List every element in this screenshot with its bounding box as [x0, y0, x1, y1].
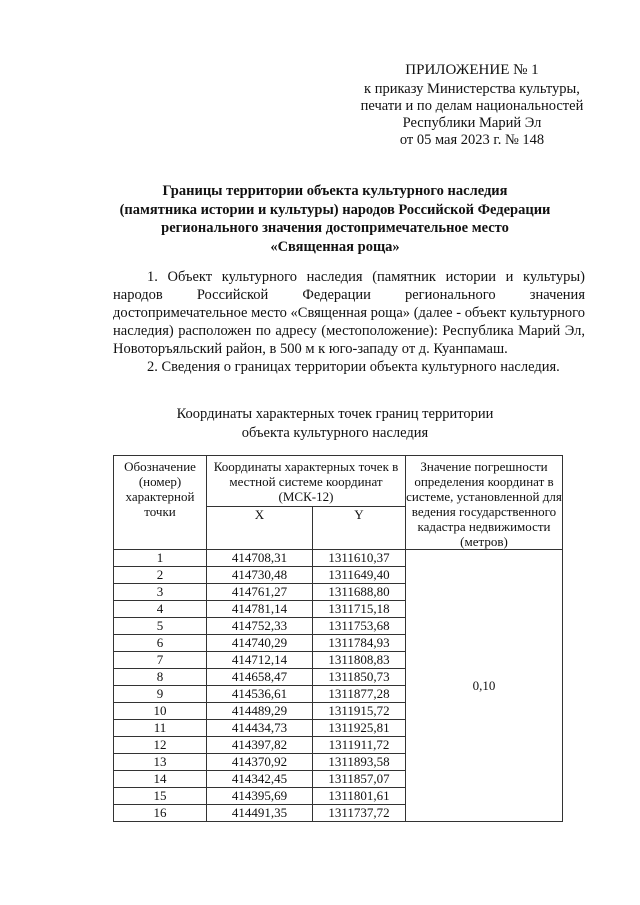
paragraph: 2. Сведения о границах территории объекта культурного наследия. [147, 359, 560, 375]
cell-point: 3 [114, 584, 207, 601]
caption-line: Координаты характерных точек границ территории [176, 406, 494, 422]
cell-y: 1311688,80 [313, 584, 406, 601]
cell-x: 414712,14 [207, 652, 313, 669]
appendix-line: к приказу Министерства культуры, [364, 81, 580, 97]
cell-x: 414761,27 [207, 584, 313, 601]
cell-y: 1311893,58 [313, 754, 406, 771]
cell-point: 8 [114, 669, 207, 686]
cell-y: 1311784,93 [313, 635, 406, 652]
cell-x: 414740,29 [207, 635, 313, 652]
title-line: Границы территории объекта культурного наследия [162, 183, 508, 199]
cell-point: 15 [114, 788, 207, 805]
cell-x: 414370,92 [207, 754, 313, 771]
cell-x: 414489,29 [207, 703, 313, 720]
title-line: (памятника истории и культуры) народов Российской Федерации [119, 201, 551, 218]
header-x: X [207, 506, 313, 549]
appendix-heading: ПРИЛОЖЕНИЕ № 1 [405, 62, 539, 78]
cell-x: 414395,69 [207, 788, 313, 805]
cell-point: 10 [114, 703, 207, 720]
cell-x: 414434,73 [207, 720, 313, 737]
header-coords: Координаты характерных точек в местной системе координат (МСК-12) [207, 456, 406, 507]
cell-point: 11 [114, 720, 207, 737]
document-title [100, 182, 570, 256]
header-point: Обозначение (номер) характерной точки [114, 456, 207, 550]
appendix-line: от 05 мая 2023 г. № 148 [399, 132, 545, 148]
table-row [114, 550, 563, 567]
cell-y: 1311801,61 [313, 788, 406, 805]
cell-y: 1311753,68 [313, 618, 406, 635]
cell-point: 14 [114, 771, 207, 788]
cell-point: 12 [114, 737, 207, 754]
cell-x: 414752,33 [207, 618, 313, 635]
cell-point: 13 [114, 754, 207, 771]
paragraph: 1. Объект культурного наследия (памятник истории и культуры) народов Российской Федерации регионального значения достопримечательное место «Священная роща» (далее - объект культурного наследия) расположен по адресу (местоположение): Республика Марий Эл, Новоторъяльский район, в 500 м к юго-западу от д. Куанпамаш. [113, 269, 585, 357]
title-line: «Священная роща» [270, 238, 400, 255]
cell-x: 414397,82 [207, 737, 313, 754]
cell-x: 414342,45 [207, 771, 313, 788]
cell-x: 414781,14 [207, 601, 313, 618]
appendix-block [352, 62, 592, 149]
cell-y: 1311915,72 [313, 703, 406, 720]
cell-y: 1311808,83 [313, 652, 406, 669]
cell-y: 1311911,72 [313, 737, 406, 754]
cell-y: 1311737,72 [313, 805, 406, 822]
body-text [113, 268, 585, 376]
cell-y: 1311857,07 [313, 771, 406, 788]
cell-point: 7 [114, 652, 207, 669]
cell-x: 414708,31 [207, 550, 313, 567]
cell-y: 1311649,40 [313, 567, 406, 584]
cell-point: 16 [114, 805, 207, 822]
cell-y: 1311610,37 [313, 550, 406, 567]
cell-x: 414491,35 [207, 805, 313, 822]
title-line: регионального значения достопримечательное место [161, 220, 509, 236]
header-error: Значение погрешности определения координат в системе, установленной для ведения государственного кадастра недвижимости (метров) [406, 456, 563, 550]
cell-point: 4 [114, 601, 207, 618]
caption-line: объекта культурного наследия [241, 425, 429, 441]
cell-x: 414730,48 [207, 567, 313, 584]
cell-y: 1311925,81 [313, 720, 406, 737]
cell-x: 414536,61 [207, 686, 313, 703]
cell-x: 414658,47 [207, 669, 313, 686]
cell-y: 1311850,73 [313, 669, 406, 686]
appendix-line: печати и по делам национальностей [360, 98, 584, 114]
cell-point: 5 [114, 618, 207, 635]
cell-y: 1311715,18 [313, 601, 406, 618]
cell-error-value: 0,10 [406, 550, 563, 822]
table-caption [140, 405, 530, 443]
cell-y: 1311877,28 [313, 686, 406, 703]
cell-point: 6 [114, 635, 207, 652]
cell-point: 1 [114, 550, 207, 567]
cell-point: 2 [114, 567, 207, 584]
coordinates-table [113, 455, 563, 822]
appendix-line: Республики Марий Эл [402, 115, 542, 131]
cell-point: 9 [114, 686, 207, 703]
header-y: Y [313, 506, 406, 549]
